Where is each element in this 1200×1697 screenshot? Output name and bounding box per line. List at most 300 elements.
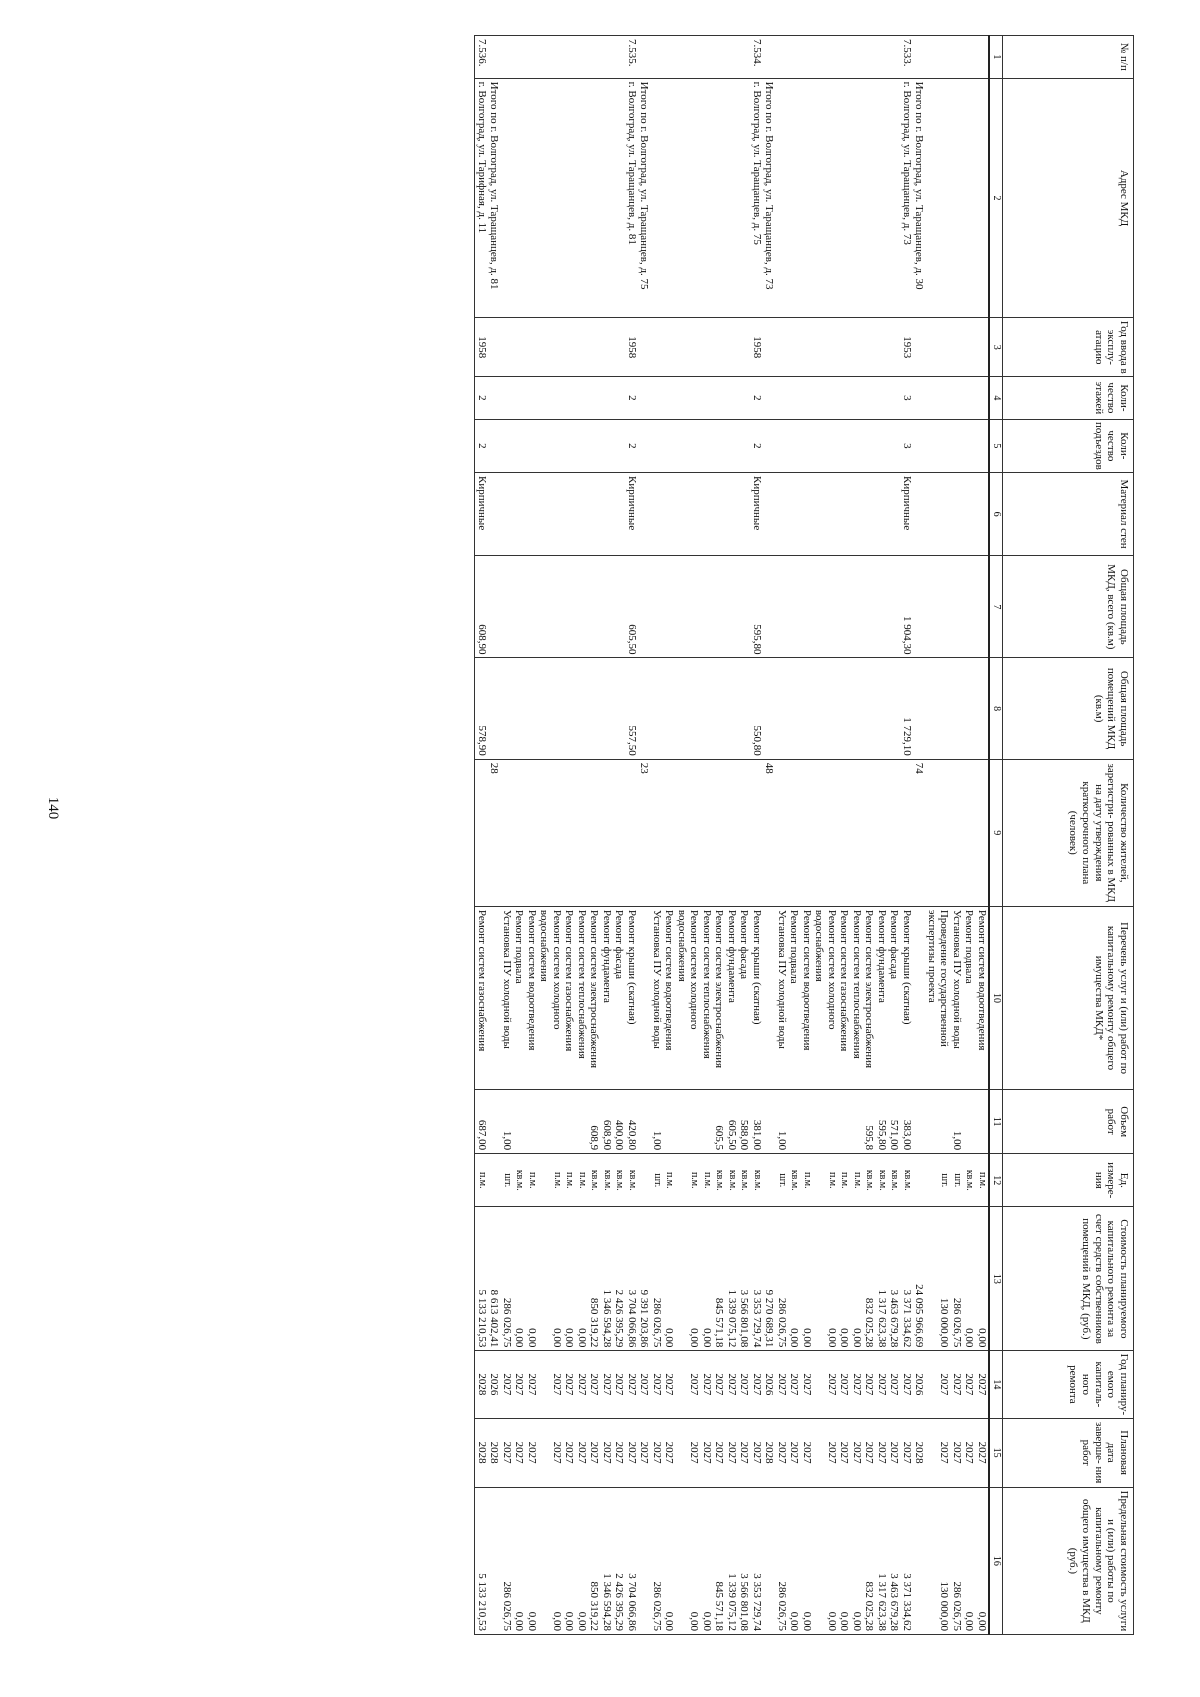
table-cell: Кирпичные [751,473,764,556]
table-cell [976,318,990,377]
table-cell: 383,00 [901,1090,914,1154]
table-row [751,36,764,1635]
table-cell [976,556,990,658]
table-cell [888,419,901,472]
table-cell [776,759,789,906]
table-cell [538,318,563,377]
table-cell [788,318,801,377]
table-cell [813,318,838,377]
table-cell: 2027 [638,1418,651,1487]
table-cell: Ремонт крыши (скатная) [901,906,914,1089]
table-cell: 0,00 [838,1207,851,1351]
table-cell [726,318,739,377]
table-cell [788,1090,801,1154]
table-cell: кв.м. [601,1154,614,1207]
table-row [638,36,651,1635]
table-cell [501,78,514,318]
table-cell: 0,00 [563,1487,576,1634]
table-cell [763,419,776,472]
table-cell [901,759,914,906]
table-cell [638,473,651,556]
table-cell [776,377,789,420]
table-cell [588,318,601,377]
table-cell [538,759,563,906]
table-cell [888,759,901,906]
table-cell: п.м. [576,1154,589,1207]
table-cell [726,658,739,759]
table-cell [526,759,539,906]
table-cell [588,473,601,556]
table-cell [538,1090,563,1154]
table-cell [701,1090,714,1154]
table-cell [738,318,751,377]
table-cell [676,759,701,906]
table-cell: 3 371 334,62 [901,1487,914,1634]
table-cell [776,78,789,318]
table-cell: п.м. [676,1154,701,1207]
table-cell: 2027 [963,1418,976,1487]
table-cell [601,377,614,420]
table-cell [851,36,864,79]
table-cell [813,759,838,906]
table-cell: 7.533. [901,36,914,79]
table-cell: 7.534. [751,36,764,79]
table-cell [613,78,626,318]
table-cell: Ремонт систем холодного водоснабжения [676,906,701,1089]
table-cell: кв.м. [588,1154,601,1207]
table-cell [701,473,714,556]
table-cell [626,759,639,906]
table-cell: 2027 [576,1351,589,1418]
table-cell [838,419,851,472]
table-cell [713,377,726,420]
table-cell: 2027 [563,1418,576,1487]
table-cell [838,318,851,377]
table-cell [876,36,889,79]
table-cell [888,556,901,658]
table-cell: 0,00 [663,1207,676,1351]
table-cell: 605,5 [713,1090,726,1154]
table-cell [888,36,901,79]
column-header: № п/п [1003,36,1134,79]
table-cell [738,658,751,759]
table-cell [926,759,951,906]
table-cell: 0,00 [788,1487,801,1634]
table-cell [913,658,926,759]
table-row [838,36,851,1635]
table-cell [863,419,876,472]
table-cell [588,377,601,420]
table-cell [651,658,664,759]
table-cell [838,473,851,556]
rotated-page [54,35,1134,1635]
table-cell: 286 026,75 [951,1487,964,1634]
column-number: 6 [989,473,1003,556]
table-row [876,36,889,1635]
table-cell: 608,90 [601,1090,614,1154]
table-cell: 0,00 [976,1487,990,1634]
table-cell: Ремонт фундамента [876,906,889,1089]
table-cell [888,658,901,759]
table-cell: 1958 [475,318,488,377]
table-cell [951,419,964,472]
table-cell: 0,00 [576,1487,589,1634]
table-cell [613,377,626,420]
table-cell [713,318,726,377]
table-cell [676,36,701,79]
table-cell [801,556,814,658]
table-cell: Ремонт систем холодного водоснабжения [538,906,563,1089]
table-cell: 2027 [926,1418,951,1487]
table-cell: 571,00 [888,1090,901,1154]
table-cell [501,377,514,420]
table-cell: 2027 [976,1418,990,1487]
table-cell [526,318,539,377]
table-cell: 0,00 [538,1487,563,1634]
table-cell: 2027 [676,1418,701,1487]
table-cell: 832 025,28 [863,1207,876,1351]
table-cell: 3 463 679,28 [888,1487,901,1634]
table-cell [926,473,951,556]
table-cell [713,473,726,556]
table-cell [926,78,951,318]
table-cell: 2027 [513,1418,526,1487]
table-row [613,36,626,1635]
table-cell: п.м. [526,1154,539,1207]
table-cell: 1,00 [501,1090,514,1154]
table-cell: 0,00 [701,1207,714,1351]
table-cell [638,1487,651,1634]
column-header: Год планиру- емого капиталь- ного ремонта [1003,1351,1134,1418]
column-number: 15 [989,1418,1003,1487]
table-cell [813,658,838,759]
table-cell [676,377,701,420]
table-cell [513,377,526,420]
table-cell [576,318,589,377]
table-cell: 0,00 [813,1207,838,1351]
table-cell [888,473,901,556]
table-cell [813,1090,838,1154]
table-cell [651,36,664,79]
table-cell [701,377,714,420]
table-cell: 2027 [613,1351,626,1418]
column-number: 11 [989,1090,1003,1154]
table-cell [963,419,976,472]
table-cell: Ремонт систем теплоснабжения [701,906,714,1089]
table-cell: 2027 [638,1351,651,1418]
table-cell [851,377,864,420]
table-cell: 1 346 594,28 [601,1487,614,1634]
table-row [576,36,589,1635]
table-cell [563,318,576,377]
table-cell [663,36,676,79]
table-cell: 420,80 [626,1090,639,1154]
table-cell [538,419,563,472]
table-row [976,36,990,1635]
column-header: Перечень услуг и (или) работ по капитальному ремонту общего имущества МКД* [1003,906,1134,1089]
table-cell: Ремонт подвала [963,906,976,1089]
table-cell: Ремонт систем водоотведения [801,906,814,1089]
table-cell: п.м. [538,1154,563,1207]
table-cell [788,473,801,556]
table-cell [488,556,501,658]
table-cell: 1 317 623,38 [876,1207,889,1351]
table-cell [913,318,926,377]
table-cell [801,658,814,759]
table-cell: 2027 [863,1351,876,1418]
table-cell: 557,50 [626,658,639,759]
table-cell: 2027 [888,1418,901,1487]
table-cell: Ремонт систем водоотведения [526,906,539,1089]
table-cell [501,419,514,472]
table-cell: 550,80 [751,658,764,759]
table-header-row [1003,36,1134,1635]
table-cell: 2 [626,377,639,420]
table-cell: 0,00 [788,1207,801,1351]
table-cell: кв.м. [876,1154,889,1207]
column-number: 13 [989,1207,1003,1351]
table-cell [763,318,776,377]
table-cell [676,658,701,759]
table-row [663,36,676,1635]
table-cell [475,759,488,906]
table-cell: 850 319,22 [588,1487,601,1634]
table-cell [651,473,664,556]
table-cell: 1 339 075,12 [726,1207,739,1351]
table-cell: 3 566 801,08 [738,1207,751,1351]
table-cell: 0,00 [676,1487,701,1634]
table-cell [713,759,726,906]
table-cell [838,1090,851,1154]
table-row [588,36,601,1635]
table-cell: 845 571,18 [713,1487,726,1634]
table-cell: Итого по г. Волгоград, ул. Таращанцев, д. 75 [638,78,651,318]
table-cell: 2027 [738,1418,751,1487]
table-cell: 0,00 [663,1487,676,1634]
table-cell: 3 353 729,74 [751,1207,764,1351]
table-cell [801,36,814,79]
table-cell: Ремонт фундамента [726,906,739,1089]
table-cell [513,1090,526,1154]
column-number: 9 [989,759,1003,906]
table-cell [738,78,751,318]
table-row [526,36,539,1635]
table-cell [488,658,501,759]
table-cell [838,759,851,906]
table-cell [613,759,626,906]
table-cell [501,318,514,377]
table-cell [951,556,964,658]
table-cell: 2 [475,377,488,420]
table-cell [663,473,676,556]
table-cell [863,759,876,906]
table-cell: 0,00 [801,1207,814,1351]
table-cell: 2026 [913,1351,926,1418]
table-cell [663,78,676,318]
table-cell: 2027 [888,1351,901,1418]
column-header: Год ввода в эксплу- атацию [1003,318,1134,377]
table-cell [738,473,751,556]
table-cell: 687,00 [475,1090,488,1154]
table-row [901,36,914,1635]
table-cell: 0,00 [526,1487,539,1634]
table-cell [676,556,701,658]
table-cell [613,658,626,759]
table-cell [863,473,876,556]
table-cell: Ремонт систем газоснабжения [475,906,488,1089]
table-row [801,36,814,1635]
table-cell [963,78,976,318]
table-cell: 0,00 [513,1487,526,1634]
table-cell: 1,00 [651,1090,664,1154]
table-cell: 0,00 [538,1207,563,1351]
table-cell: кв.м. [963,1154,976,1207]
table-cell: 2027 [651,1418,664,1487]
table-cell: кв.м. [713,1154,726,1207]
table-cell [876,556,889,658]
table-cell: 2027 [976,1351,990,1418]
table-cell [538,658,563,759]
table-cell [851,78,864,318]
table-cell: 2027 [738,1351,751,1418]
table-cell [876,377,889,420]
table-cell [638,1090,651,1154]
table-cell: 9 270 689,31 [763,1207,776,1351]
table-cell: Установка ПУ холодной воды [776,906,789,1089]
table-cell: Ремонт систем электроснабжения [713,906,726,1089]
table-row [676,36,701,1635]
table-cell: 2027 [813,1418,838,1487]
table-cell [876,318,889,377]
table-cell: кв.м. [613,1154,626,1207]
table-cell [913,1090,926,1154]
table-cell [913,36,926,79]
table-cell [813,419,838,472]
table-cell: 0,00 [526,1207,539,1351]
table-cell [701,78,714,318]
table-cell: Ремонт систем электроснабжения [863,906,876,1089]
table-cell [513,473,526,556]
table-cell [701,36,714,79]
table-cell [613,36,626,79]
table-cell: 1 339 075,12 [726,1487,739,1634]
table-cell: 2027 [751,1351,764,1418]
table-cell: 2 [475,419,488,472]
table-cell: 2027 [538,1418,563,1487]
table-cell [563,36,576,79]
table-row [563,36,576,1635]
column-header: Предельная стоимость услуги и (или) работы по капитальному ремонту общего имущества в МКД (руб.) [1003,1487,1134,1634]
table-cell [738,377,751,420]
table-cell: 2027 [626,1418,639,1487]
table-cell [613,318,626,377]
table-cell: 2028 [475,1351,488,1418]
table-cell [526,419,539,472]
table-cell: 2027 [526,1351,539,1418]
table-cell: шт. [926,1154,951,1207]
table-cell: 1 729,10 [901,658,914,759]
table-cell: Кирпичные [475,473,488,556]
table-cell: 5 133 210,53 [475,1207,488,1351]
table-row [951,36,964,1635]
table-body [475,36,989,1635]
table-cell: 2027 [513,1351,526,1418]
table-cell: 2027 [776,1351,789,1418]
table-cell [963,556,976,658]
table-cell [663,419,676,472]
table-cell: 286 026,75 [951,1207,964,1351]
table-cell: 2027 [651,1351,664,1418]
table-cell [713,556,726,658]
table-cell [526,556,539,658]
table-cell [763,1487,776,1634]
table-cell [913,419,926,472]
column-header: Коли- чество этажей [1003,377,1134,420]
table-cell: 2 426 395,29 [613,1487,626,1634]
table-cell [501,473,514,556]
table-cell: п.м. [663,1154,676,1207]
table-cell: 845 571,18 [713,1207,726,1351]
column-number: 4 [989,377,1003,420]
table-cell [763,1090,776,1154]
table-row [538,36,563,1635]
table-row [851,36,864,1635]
table-cell: Ремонт систем холодного водоснабжения [813,906,838,1089]
table-cell [701,759,714,906]
table-cell [663,318,676,377]
table-cell [676,1090,701,1154]
table-cell [676,473,701,556]
table-cell [526,36,539,79]
table-cell: 1,00 [951,1090,964,1154]
table-row [601,36,614,1635]
table-cell: Ремонт крыши (скатная) [626,906,639,1089]
table-cell [913,377,926,420]
table-cell: Итого по г. Волгоград, ул. Таращанцев, д. 81 [488,78,501,318]
table-cell: 2027 [588,1418,601,1487]
table-cell [488,419,501,472]
table-cell: 2 [751,377,764,420]
table-cell [976,36,990,79]
table-row [863,36,876,1635]
table-cell: 0,00 [838,1487,851,1634]
table-cell [838,556,851,658]
table-cell [976,759,990,906]
table-cell [576,473,589,556]
table-cell [651,759,664,906]
table-cell: Ремонт систем газоснабжения [838,906,851,1089]
table-cell: 0,00 [851,1487,864,1634]
table-cell [801,377,814,420]
table-cell: 3 463 679,28 [888,1207,901,1351]
table-cell [851,419,864,472]
table-cell: 1 904,30 [901,556,914,658]
table-row [713,36,726,1635]
table-cell: 1,00 [776,1090,789,1154]
table-cell [951,36,964,79]
table-cell [738,556,751,658]
table-cell: 2027 [951,1418,964,1487]
table-cell: 3 371 334,62 [901,1207,914,1351]
table-cell [763,1154,776,1207]
table-cell [813,78,838,318]
table-cell [563,759,576,906]
table-cell: 608,9 [588,1090,601,1154]
table-cell [751,759,764,906]
table-row [963,36,976,1635]
table-cell: шт. [651,1154,664,1207]
table-cell: 0,00 [676,1207,701,1351]
